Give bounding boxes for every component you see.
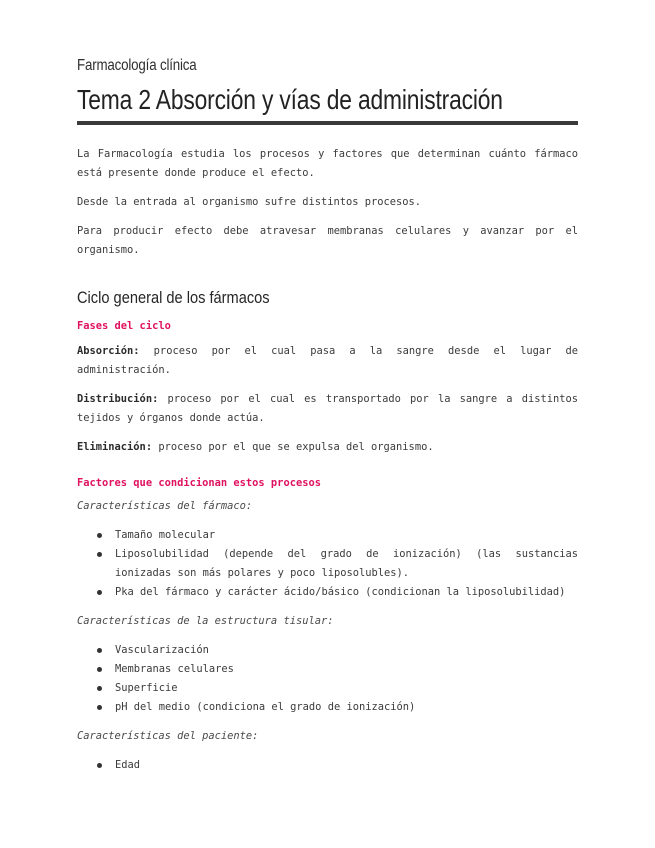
phase-term: Eliminación: bbox=[77, 441, 153, 453]
list-item bbox=[77, 641, 578, 660]
document-body bbox=[77, 145, 578, 785]
list-item bbox=[77, 679, 578, 698]
phase-text: proceso por el cual es transportado por la sangre a distintos tejidos y órganos donde actúa. bbox=[77, 393, 578, 424]
phase-text: proceso por el que se expulsa del organismo. bbox=[152, 441, 434, 453]
subsection-heading-fases: Fases del ciclo bbox=[77, 320, 171, 332]
list-item-text: pH del medio (condiciona el grado de ionización) bbox=[115, 701, 416, 713]
list-item bbox=[77, 583, 578, 602]
list-item-text: Liposolubilidad (depende del grado de ionización) (las sustancias ionizadas son más polares y poco liposolubles). bbox=[115, 548, 578, 579]
list-item-text: Vascularización bbox=[115, 644, 209, 656]
bullet-list-farmaco bbox=[77, 526, 578, 602]
bullet-icon bbox=[97, 552, 102, 557]
group-label-tisular: Características de la estructura tisular: bbox=[77, 615, 334, 627]
phase-definition bbox=[77, 342, 578, 380]
bullet-icon bbox=[97, 686, 102, 691]
subject-label: Farmacología clínica bbox=[77, 57, 197, 74]
bullet-list-paciente bbox=[77, 756, 578, 775]
list-item-text: Pka del fármaco y carácter ácido/básico (condicionan la liposolubilidad) bbox=[115, 586, 566, 598]
list-item bbox=[77, 660, 578, 679]
intro-paragraph: Para producir efecto debe atravesar membranas celulares y avanzar por el organismo. bbox=[77, 225, 578, 256]
phase-definition bbox=[77, 390, 578, 428]
group-label-paciente: Características del paciente: bbox=[77, 730, 259, 742]
bullet-icon bbox=[97, 648, 102, 653]
bullet-list-tisular bbox=[77, 641, 578, 717]
list-item bbox=[77, 756, 578, 775]
list-item bbox=[77, 698, 578, 717]
list-item bbox=[77, 545, 578, 583]
list-item bbox=[77, 526, 578, 545]
phase-definition bbox=[77, 438, 578, 457]
phase-text: proceso por el cual pasa a la sangre desde el lugar de administración. bbox=[77, 345, 578, 376]
list-item-text: Edad bbox=[115, 759, 141, 771]
list-item-text: Superficie bbox=[115, 682, 178, 694]
subsection-heading-factores: Factores que condicionan estos procesos bbox=[77, 477, 321, 489]
list-item-text: Membranas celulares bbox=[115, 663, 234, 675]
section-heading: Ciclo general de los fármacos bbox=[77, 288, 270, 307]
intro-paragraph: La Farmacología estudia los procesos y factores que determinan cuánto fármaco está presente donde produce el efecto. bbox=[77, 148, 578, 179]
bullet-icon bbox=[97, 763, 102, 768]
bullet-icon bbox=[97, 705, 102, 710]
phase-term: Distribución: bbox=[77, 393, 159, 405]
title-divider bbox=[77, 121, 578, 125]
list-item-text: Tamaño molecular bbox=[115, 529, 216, 541]
bullet-icon bbox=[97, 533, 102, 538]
group-label-farmaco: Características del fármaco: bbox=[77, 500, 253, 512]
phase-term: Absorción: bbox=[77, 345, 140, 357]
bullet-icon bbox=[97, 667, 102, 672]
bullet-icon bbox=[97, 590, 102, 595]
intro-paragraph: Desde la entrada al organismo sufre distintos procesos. bbox=[77, 196, 422, 208]
page-title: Tema 2 Absorción y vías de administración bbox=[77, 84, 503, 115]
